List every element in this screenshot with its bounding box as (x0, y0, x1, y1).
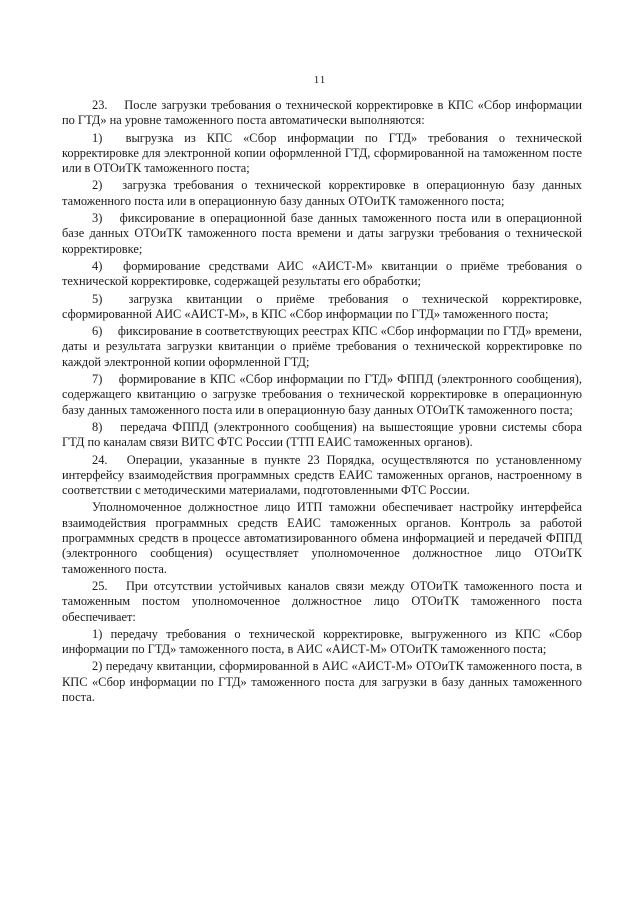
paragraph-23: 23. После загрузки требования о технической корректировке в КПС «Сбор информации по ГТД» на уровне таможенного поста автоматически выполняются: (62, 98, 582, 128)
list-item-6: 6) фиксирование в соответствующих реестрах КПС «Сбор информации по ГТД» времени, даты и результата загрузки квитанции о приёме требования о технической корректировке по каждой электронной копии оформленной ГТД; (62, 324, 582, 369)
paragraph-25-item-2: 2) передачу квитанции, сформированной в АИС «АИСТ-М» ОТОиТК таможенного поста, в КПС «Сбор информации по ГТД» таможенного поста для загрузки в базу данных таможенного поста. (62, 659, 582, 704)
paragraph-25: 25. При отсутствии устойчивых каналов связи между ОТОиТК таможенного поста и таможенным постом уполномоченное должностное лицо ОТОиТК таможенного поста обеспечивает: (62, 578, 582, 624)
list-item-3: 3) фиксирование в операционной базе данных таможенного поста или в операционной базе данных ОТОиТК таможенного поста времени и даты загрузки требования о технической корректировке; (62, 211, 582, 256)
list-item-4: 4) формирование средствами АИС «АИСТ-М» квитанции о приёме требования о технической корректировке, содержащей результаты его обработки; (62, 258, 582, 289)
paragraph-24: 24. Операции, указанные в пункте 23 Порядка, осуществляются по установленному интерфейсу взаимодействия программных средств ЕАИС таможенных органов, настроенному в соответствии с методическими материалами, подготовленными ФТС России. (62, 452, 582, 498)
list-item-5: 5) загрузка квитанции о приёме требования о технической корректировке, сформированной АИС «АИСТ-М», в КПС «Сбор информации по ГТД» таможенного поста; (62, 291, 582, 321)
paragraph-24-continuation: Уполномоченное должностное лицо ИТП таможни обеспечивает настройку интерфейса взаимодействия программных средств ЕАИС таможенных органов. Контроль за работой программных средств в процессе автоматизированного обмена информацией и передачей ФППД (электронного сообщения) осуществляет уполномоченное должностное лицо ОТОиТК таможенного поста. (62, 500, 582, 576)
list-item-8: 8) передача ФППД (электронного сообщения) на вышестоящие уровни системы сбора ГТД по каналам связи ВИТС ФТС России (ТТП ЕАИС таможенных органов). (62, 419, 582, 450)
page-number: 11 (313, 74, 327, 86)
list-item-7: 7) формирование в КПС «Сбор информации по ГТД» ФППД (электронного сообщения), содержащего квитанцию о загрузке требования о технической корректировке в операционную базу данных таможенного поста или в операционную базу данных ОТОиТК таможенного поста; (62, 372, 582, 417)
list-item-1: 1) выгрузка из КПС «Сбор информации по ГТД» требования о технической корректировке для электронной копии оформленной ГТД, сформированной на таможенном посте или в ОТОиТК таможенного поста; (62, 130, 582, 176)
list-item-2: 2) загрузка требования о технической корректировке в операционную базу данных таможенного поста или в операционную базу данных ОТОиТК таможенного поста; (62, 178, 582, 208)
document-body (62, 98, 582, 705)
paragraph-25-item-1: 1) передачу требования о технической корректировке, выгруженного из КПС «Сбор информации по ГТД» таможенного поста, в АИС «АИСТ-М» ОТОиТК таможенного поста; (62, 626, 582, 657)
